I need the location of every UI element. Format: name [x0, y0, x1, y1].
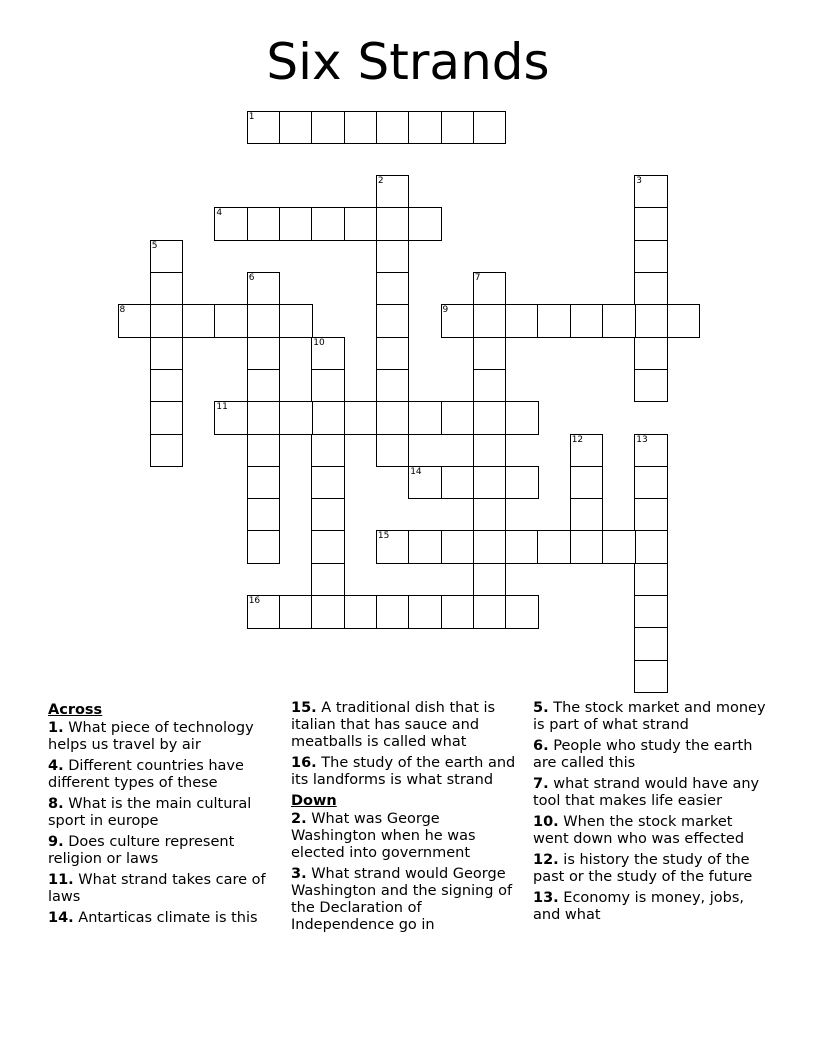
grid-cell[interactable]	[473, 434, 507, 468]
grid-cell[interactable]	[247, 466, 281, 500]
grid-cell[interactable]	[247, 434, 281, 468]
grid-cell[interactable]	[150, 434, 184, 468]
grid-cell[interactable]	[634, 595, 668, 629]
grid-cell[interactable]	[634, 627, 668, 661]
grid-cell[interactable]	[247, 272, 281, 306]
grid-cell[interactable]	[408, 595, 442, 629]
cell-number: 10	[313, 337, 325, 348]
grid-cell[interactable]	[214, 401, 248, 435]
grid-cell[interactable]	[247, 401, 281, 435]
grid-cell[interactable]	[279, 304, 313, 338]
grid-cell[interactable]	[376, 595, 410, 629]
grid-cell[interactable]	[570, 466, 604, 500]
cell-number: 15	[377, 531, 390, 542]
grid-cell[interactable]	[408, 111, 442, 145]
grid-cell[interactable]	[537, 304, 571, 338]
grid-cell[interactable]	[311, 530, 345, 564]
grid-cell[interactable]	[505, 401, 539, 435]
grid-cell[interactable]	[247, 337, 281, 371]
cell-number: 9	[442, 305, 449, 316]
clue-number: 1.	[48, 720, 64, 736]
clue-number: 12.	[533, 852, 559, 868]
grid-cell[interactable]	[667, 304, 701, 338]
grid-cell[interactable]	[570, 304, 604, 338]
clue-column-1	[48, 700, 284, 931]
cell-number: 5	[151, 240, 158, 251]
grid-cell[interactable]	[408, 466, 442, 500]
grid-cell[interactable]	[505, 304, 539, 338]
across-heading: Across	[48, 702, 103, 718]
grid-cell[interactable]	[473, 369, 507, 403]
clue-text: What piece of technology helps us travel by air	[48, 720, 254, 753]
grid-cell[interactable]	[311, 595, 345, 629]
grid-cell[interactable]	[473, 530, 507, 564]
grid-cell[interactable]	[473, 304, 507, 338]
grid-cell[interactable]	[376, 434, 410, 468]
clue-number: 4.	[48, 758, 64, 774]
cell-number: 3	[636, 176, 643, 187]
clue-across	[48, 758, 284, 792]
grid-cell[interactable]	[247, 595, 281, 629]
clue-column-3	[533, 700, 769, 928]
cell-number: 11	[216, 402, 228, 413]
clue-number: 11.	[48, 872, 74, 888]
cell-number: 12	[571, 434, 584, 445]
grid-cell[interactable]	[473, 401, 507, 435]
clue-number: 15.	[291, 700, 317, 716]
clue-down	[533, 738, 769, 772]
grid-cell[interactable]	[570, 498, 604, 532]
grid-cell[interactable]	[473, 563, 507, 597]
grid-cell[interactable]	[311, 207, 345, 241]
grid-cell[interactable]	[441, 466, 475, 500]
grid-cell[interactable]	[279, 111, 313, 145]
grid-cell[interactable]	[311, 401, 345, 435]
grid-cell[interactable]	[311, 498, 345, 532]
clue-text: What is the main cultural sport in europe	[48, 796, 252, 829]
grid-cell[interactable]	[376, 369, 410, 403]
grid-cell[interactable]	[150, 369, 184, 403]
grid-cell[interactable]	[634, 175, 668, 209]
grid-cell[interactable]	[311, 111, 345, 145]
grid-cell[interactable]	[376, 175, 410, 209]
clue-text: Economy is money, jobs, and what	[533, 890, 745, 923]
grid-cell[interactable]	[311, 466, 345, 500]
grid-cell[interactable]	[441, 401, 475, 435]
grid-cell[interactable]	[150, 304, 184, 338]
grid-cell[interactable]	[279, 401, 313, 435]
grid-cell[interactable]	[150, 240, 184, 274]
clue-number: 14.	[48, 910, 74, 926]
grid-cell[interactable]	[634, 240, 668, 274]
clue-down	[533, 852, 769, 886]
grid-cell[interactable]	[279, 595, 313, 629]
clue-number: 6.	[533, 738, 549, 754]
cell-number: 4	[216, 208, 223, 219]
grid-cell[interactable]	[473, 466, 507, 500]
grid-cell[interactable]	[634, 498, 668, 532]
grid-cell[interactable]	[247, 369, 281, 403]
grid-cell[interactable]	[344, 207, 378, 241]
page-title: Six Strands	[266, 33, 550, 91]
clue-across	[291, 700, 527, 751]
clue-number: 8.	[48, 796, 64, 812]
cell-number: 2	[377, 176, 384, 187]
grid-cell[interactable]	[247, 111, 281, 145]
clue-across	[48, 834, 284, 868]
grid-cell[interactable]	[150, 337, 184, 371]
cell-number: 16	[248, 596, 261, 606]
clue-text: Does culture represent religion or laws	[48, 834, 235, 867]
grid-cell[interactable]	[344, 401, 378, 435]
grid-cell[interactable]	[634, 207, 668, 241]
cell-number: 8	[119, 305, 126, 316]
clue-text: A traditional dish that is italian that has sauce and meatballs is called what	[291, 700, 496, 750]
clue-text: People who study the earth are called this	[533, 738, 753, 771]
grid-cell[interactable]	[634, 272, 668, 306]
grid-cell[interactable]	[634, 660, 668, 694]
grid-cell[interactable]	[118, 304, 152, 338]
cell-number: 7	[474, 273, 481, 283]
grid-cell[interactable]	[150, 272, 184, 306]
clue-across	[48, 796, 284, 830]
down-heading: Down	[291, 793, 337, 809]
grid-cell[interactable]	[376, 207, 410, 241]
clue-across	[291, 755, 527, 789]
grid-cell[interactable]	[634, 337, 668, 371]
grid-cell[interactable]	[537, 530, 571, 564]
cell-number: 14	[410, 466, 422, 477]
grid-cell[interactable]	[247, 304, 281, 338]
grid-cell[interactable]	[344, 111, 378, 145]
grid-cell[interactable]	[473, 498, 507, 532]
grid-cell[interactable]	[505, 466, 539, 500]
clue-number: 7.	[533, 776, 549, 792]
grid-cell[interactable]	[634, 434, 668, 468]
grid-cell[interactable]	[214, 207, 248, 241]
grid-cell[interactable]	[473, 111, 507, 145]
clue-down	[533, 776, 769, 810]
clue-number: 13.	[533, 890, 559, 906]
grid-cell[interactable]	[247, 207, 281, 241]
clue-text: Antarticas climate is this	[78, 910, 258, 926]
grid-cell[interactable]	[311, 563, 345, 597]
clue-text: Different countries have different types of these	[48, 758, 244, 791]
clue-text: The stock market and money is part of what strand	[533, 700, 766, 733]
grid-cell[interactable]	[634, 466, 668, 500]
grid-cell[interactable]	[602, 304, 636, 338]
cell-number: 1	[248, 111, 255, 122]
grid-cell[interactable]	[376, 111, 410, 145]
grid-cell[interactable]	[505, 595, 539, 629]
clue-number: 9.	[48, 834, 64, 850]
cell-number: 6	[248, 273, 255, 283]
grid-cell[interactable]	[570, 530, 604, 564]
grid-cell[interactable]	[279, 207, 313, 241]
clue-number: 5.	[533, 700, 549, 716]
grid-cell[interactable]	[311, 337, 345, 371]
grid-cell[interactable]	[602, 530, 636, 564]
clue-across	[48, 720, 284, 754]
grid-cell[interactable]	[634, 563, 668, 597]
clue-text: What strand takes care of laws	[48, 872, 266, 905]
grid-cell[interactable]	[408, 401, 442, 435]
grid-cell[interactable]	[408, 207, 442, 241]
grid-cell[interactable]	[473, 595, 507, 629]
grid-cell[interactable]	[570, 434, 604, 468]
clue-across	[48, 872, 284, 906]
grid-cell[interactable]	[344, 595, 378, 629]
clue-down	[291, 811, 527, 862]
clue-down	[291, 866, 527, 934]
clue-down	[533, 890, 769, 924]
clue-text: is history the study of the past or the study of the future	[533, 852, 753, 885]
grid-cell[interactable]	[311, 434, 345, 468]
grid-cell[interactable]	[376, 240, 410, 274]
clue-text: The study of the earth and its landforms is what strand	[291, 755, 516, 788]
grid-cell[interactable]	[505, 530, 539, 564]
grid-cell[interactable]	[214, 304, 248, 338]
clue-down	[533, 700, 769, 734]
clue-text: What strand would George Washington and the signing of the Declaration of Independence go in	[291, 866, 513, 933]
grid-cell[interactable]	[634, 530, 668, 564]
grid-cell[interactable]	[441, 595, 475, 629]
grid-cell[interactable]	[634, 304, 668, 338]
cell-number: 13	[636, 434, 648, 445]
grid-cell[interactable]	[247, 498, 281, 532]
grid-cell[interactable]	[473, 337, 507, 371]
clue-column-2	[291, 700, 527, 938]
clue-text: what strand would have any tool that makes life easier	[533, 776, 760, 809]
grid-cell[interactable]	[376, 304, 410, 338]
grid-cell[interactable]	[182, 304, 216, 338]
grid-cell[interactable]	[441, 111, 475, 145]
grid-cell[interactable]	[441, 304, 475, 338]
clue-number: 3.	[291, 866, 307, 882]
clue-number: 2.	[291, 811, 307, 827]
clue-text: What was George Washington when he was elected into government	[291, 811, 476, 861]
grid-cell[interactable]	[311, 369, 345, 403]
clue-down	[533, 814, 769, 848]
grid-cell[interactable]	[473, 272, 507, 306]
grid-cell[interactable]	[247, 530, 281, 564]
clue-across	[48, 910, 284, 927]
clue-text: When the stock market went down who was effected	[533, 814, 745, 847]
grid-cell[interactable]	[634, 369, 668, 403]
grid-cell[interactable]	[376, 401, 410, 435]
clue-number: 16.	[291, 755, 317, 771]
grid-cell[interactable]	[441, 530, 475, 564]
grid-cell[interactable]	[150, 401, 184, 435]
grid-cell[interactable]	[376, 337, 410, 371]
grid-cell[interactable]	[376, 272, 410, 306]
grid-cell[interactable]	[408, 530, 442, 564]
grid-cell[interactable]	[376, 530, 410, 564]
clue-number: 10.	[533, 814, 559, 830]
